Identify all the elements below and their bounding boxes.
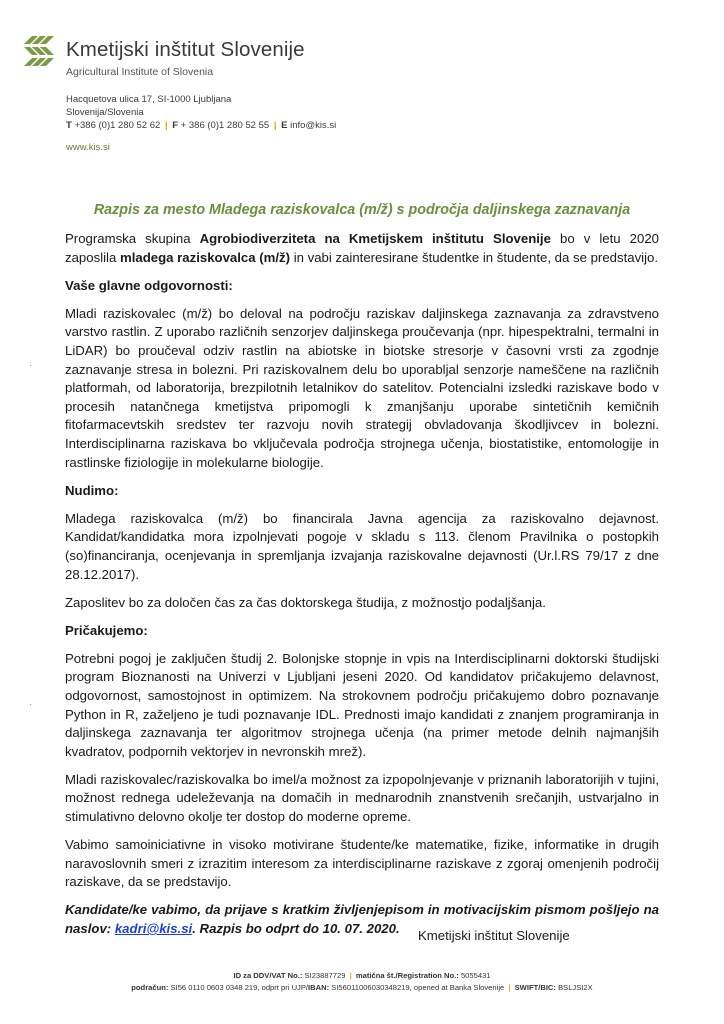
contact-line	[66, 119, 336, 132]
address-block	[66, 93, 336, 132]
address-line-1: Hacquetova ulica 17, SI-1000 Ljubljana	[66, 94, 232, 105]
header-email: info@kis.si	[290, 120, 337, 131]
application-email-link[interactable]: kadri@kis.si	[114, 921, 193, 936]
org-name: Kmetijski inštitut Slovenije	[66, 38, 305, 61]
expect-heading: Pričakujemo:	[65, 622, 148, 638]
phone-number: +386 (0)1 280 52 62	[74, 120, 161, 131]
website-link[interactable]: www.kis.si	[66, 142, 110, 153]
fax-number: + 386 (0)1 280 52 55	[180, 120, 270, 131]
separator: |	[164, 120, 168, 131]
margin-mark: ·	[29, 360, 33, 371]
document-title: Razpis za mesto Mladega raziskovalca (m/ž) s področja daljinskega zaznavanja	[93, 202, 631, 218]
closing-paragraph: Kandidate/ke vabimo, da prijave s kratkim življenjepisom in motivacijskim pismom pošljejo na naslov: kadri@kis.si. Razpis bo odprt do 10. 07. 2020.	[65, 902, 659, 936]
phone-label: T	[66, 120, 72, 131]
footer-line-1: ID za DDV/VAT No.: SI23887729 | matična št./Registration No.: 5055431	[233, 971, 491, 980]
kis-chevron-logo-icon	[24, 36, 62, 66]
separator: |	[273, 120, 277, 131]
footer-line-2: podračun: SI56 0110 0603 0348 219, odprt pri UJP/IBAN: SI56011006030348219, opened at Banka Slovenije | SWIFT/BIC: BSLJSI2X	[131, 983, 593, 992]
footer	[0, 970, 724, 994]
expect-paragraph-1: Potrebni pogoj je zaključen študij 2. Bolonjske stopnje in vpis na Interdisciplinarni doktorski študijski program Bioznanosti na Univerzi v Ljubljani jeseni 2020. Od kandidatov pričakujemo delavnost, odgovornost, samostojnost in optimizem. Na strokovnem področju pričakujemo dobro poznavanje Python in R, zaželjeno je tudi poznavanje IDL. Prednosti imajo kandidati z znanjem programiranja in daljinskega zaznavanja ter algoritmov strojnega učenja (na primer metode delnih najmanjših kvadratov, podpornih vektorjev in nevronskih mrež).	[65, 650, 659, 759]
invite-paragraph: Vabimo samoiniciativne in visoko motivirane študente/ke matematike, fizike, informatike in drugih naravoslovnih smeri z izrazitim interesom za interdisciplinarne raziskave z zgoraj omenjenih področij raziskave, da se predstavijo.	[65, 837, 659, 890]
offer-paragraph-1: Mladega raziskovalca (m/ž) bo financirala Javna agencija za raziskovalno dejavnost. Kandidat/kandidatka mora izpolnjevati pogoje v skladu s 113. členom Pravilnika o postopkih (so)financiranja, ocenjevanja in spremljanja izvajanja raziskovalne dejavnosti (Ur.l.RS 79/17 z dne 28.12.2017).	[65, 510, 659, 582]
margin-mark: ·	[29, 699, 33, 710]
responsibilities-paragraph: Mladi raziskovalec (m/ž) bo deloval na področju raziskav daljinskega zaznavanja za zdravstveno varstvo rastlin. Z uporabo različnih senzorjev daljinskega proučevanja (npr. hipespektralni, termalni in LiDAR) bo proučeval odziv rastlin na abiotske in biotske stresorje v časovni vrsti za zgodnje zaznavanje stresa in bolezni. Pri raziskovalnem delu bo uporabljal senzorje nameščene na različnih platformah, od laboratorija, brezpilotnih letalnikov do satelitov. Potencialni izsledki raziskave bodo v procesih natančnega kmetijstva pripomogli k zmanjšanju uporabe sintetičnih kemičnih fitofarmacevtskih sredstev ter razvoju novih strategij obvladovanja škodljivcev in bolezni. Interdisciplinarna raziskava bo vključevala področja strojnega učenja, biostatistike, entomologije in rastlinske fiziologije in molekularne biologije.	[65, 305, 659, 470]
intro-paragraph: Programska skupina Agrobiodiverziteta na Kmetijskem inštitutu Slovenije bo v letu 2020 zaposlila mladega raziskovalca (m/ž) in vabi zainteresirane študentke in študente, da se predstavijo.	[65, 231, 659, 265]
signature: Kmetijski inštitut Slovenije	[418, 928, 570, 943]
email-label: E	[281, 120, 288, 131]
address-line-2: Slovenija/Slovenia	[66, 107, 144, 118]
org-subtitle: Agricultural Institute of Slovenia	[66, 66, 214, 78]
document-body	[65, 230, 659, 948]
offer-heading: Nudimo:	[65, 482, 119, 498]
expect-paragraph-2: Mladi raziskovalec/raziskovalka bo imel/a možnost za izpopolnjevanje v priznanih laboratorijih v tujini, možnost rednega udeleževanja na domačih in mednarodnih znanstvenih srečanjih, ustvarjalno in stimulativno delovno okolje ter dostop do moderne opreme.	[65, 771, 659, 825]
responsibilities-heading: Vaše glavne odgovornosti:	[65, 277, 233, 293]
fax-label: F	[172, 120, 179, 131]
offer-paragraph-2: Zaposlitev bo za določen čas za čas doktorskega študija, z možnostjo podaljšanja.	[65, 594, 546, 610]
